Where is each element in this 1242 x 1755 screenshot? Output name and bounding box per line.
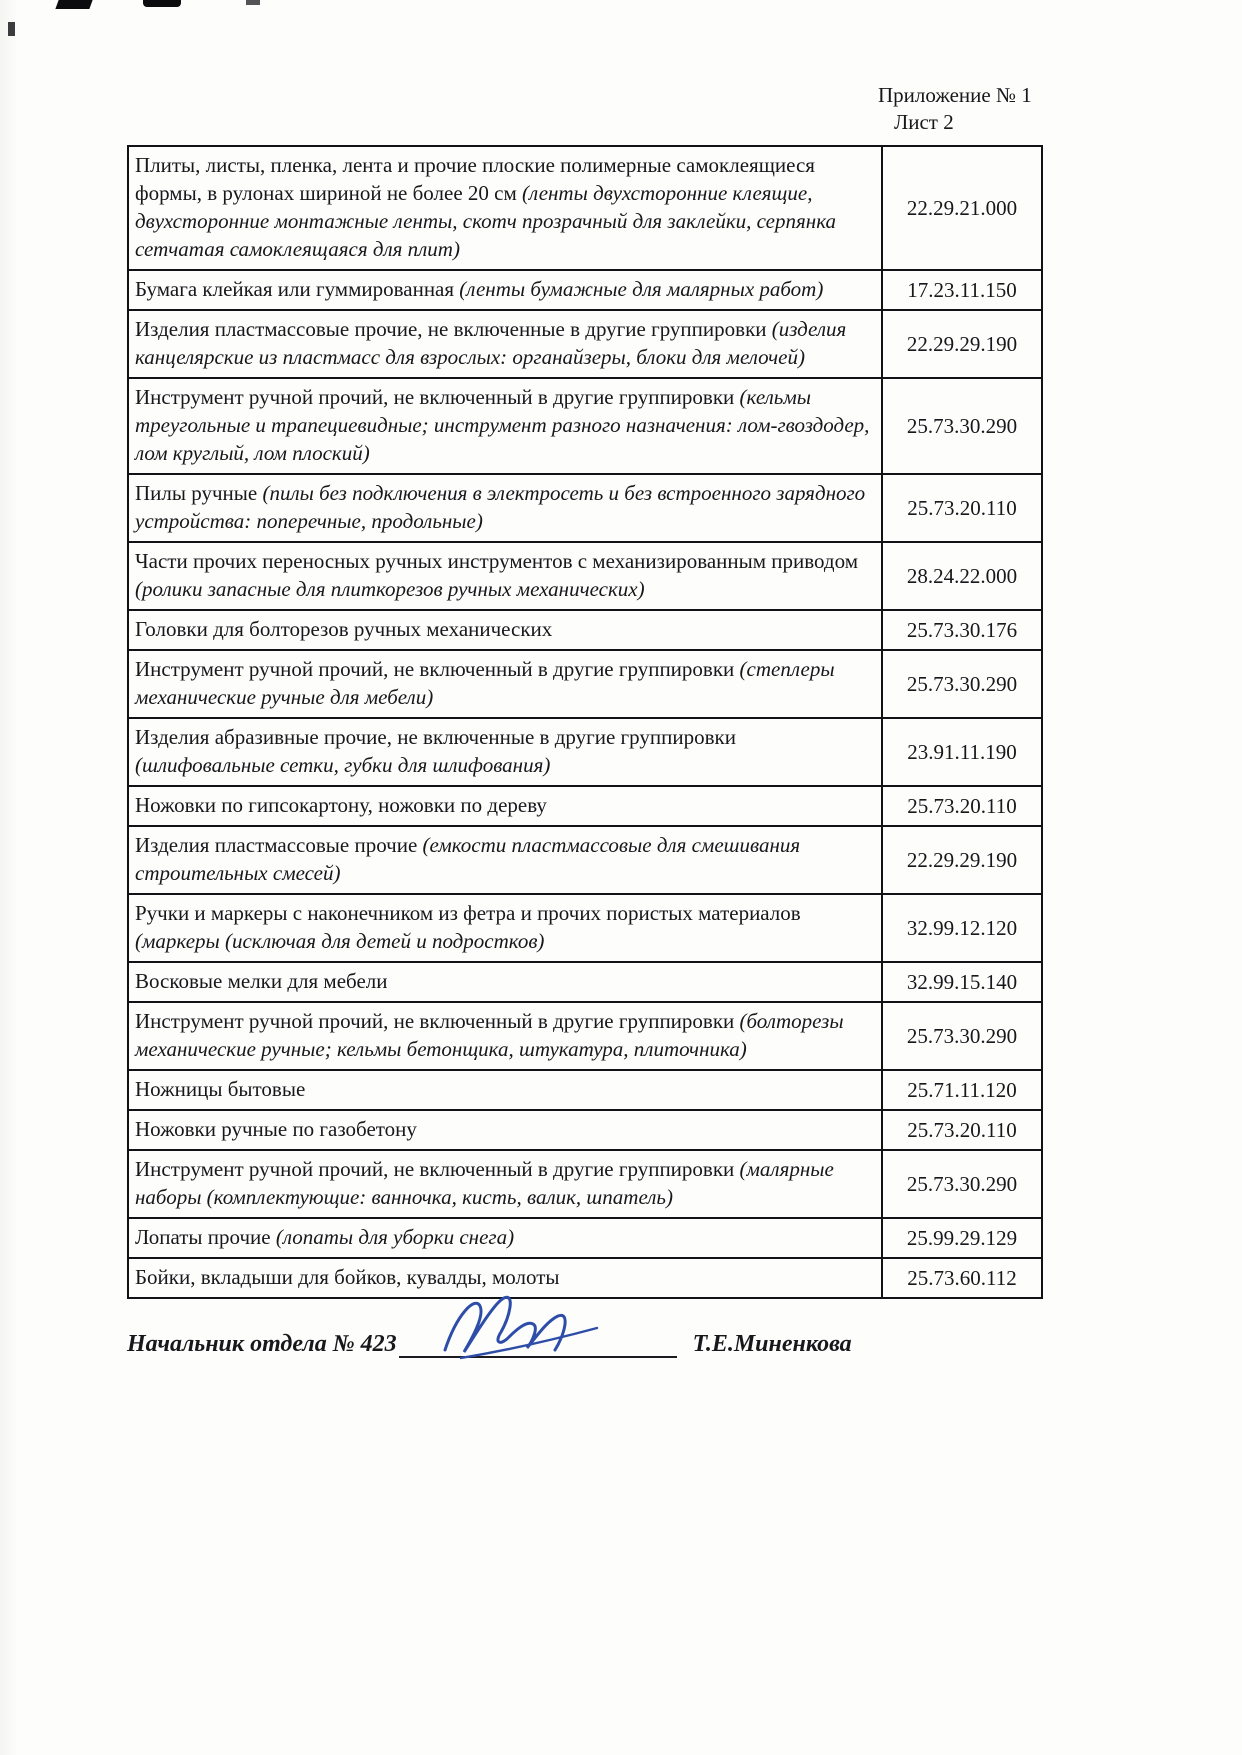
row-code: 25.73.20.110: [882, 474, 1042, 542]
signature-block: [127, 1322, 1107, 1358]
description-text: Бойки, вкладыши для бойков, кувалды, молоты: [135, 1265, 560, 1289]
row-code: 25.73.30.290: [882, 650, 1042, 718]
description-text: Ножницы бытовые: [135, 1077, 306, 1101]
row-description: [128, 962, 882, 1002]
description-text: Инструмент ручной прочий, не включенный в другие группировки: [135, 1009, 740, 1033]
row-code: 25.73.60.112: [882, 1258, 1042, 1298]
row-code: 17.23.11.150: [882, 270, 1042, 310]
row-code: 32.99.15.140: [882, 962, 1042, 1002]
description-note: (маркеры (исключая для детей и подростков): [135, 929, 545, 953]
description-text: Ножовки ручные по газобетону: [135, 1117, 417, 1141]
description-text: Части прочих переносных ручных инструментов с механизированным приводом: [135, 549, 858, 573]
description-text: Восковые мелки для мебели: [135, 969, 388, 993]
signature-line: [399, 1322, 677, 1358]
table-row: [128, 1150, 1042, 1218]
table-row: [128, 378, 1042, 474]
table-row: [128, 718, 1042, 786]
description-text: Изделия пластмассовые прочие: [135, 833, 423, 857]
table-row: [128, 146, 1042, 270]
description-note: (лопаты для уборки снега): [275, 1225, 515, 1249]
description-note: (емкости пластмассовые для смешивания строительных смесей): [135, 833, 801, 885]
row-description: [128, 786, 882, 826]
description-text: Плиты, листы, пленка, лента и прочие плоские полимерные самоклеящиеся формы, в рулонах шириной не более 20 см: [135, 153, 815, 205]
table-row: [128, 826, 1042, 894]
row-code: 25.73.30.290: [882, 1002, 1042, 1070]
description-note: (шлифовальные сетки, губки для шлифования): [135, 753, 551, 777]
row-code: 23.91.11.190: [882, 718, 1042, 786]
table-row: [128, 610, 1042, 650]
row-description: [128, 894, 882, 962]
row-description: [128, 1070, 882, 1110]
row-code: 25.71.11.120: [882, 1070, 1042, 1110]
row-description: [128, 474, 882, 542]
description-note: (ленты бумажные для малярных работ): [459, 277, 824, 301]
row-code: 25.73.30.290: [882, 1150, 1042, 1218]
description-text: Головки для болторезов ручных механических: [135, 617, 553, 641]
table-row: [128, 542, 1042, 610]
table-row: [128, 310, 1042, 378]
row-code: 22.29.29.190: [882, 310, 1042, 378]
appendix-label: Приложение № 1: [878, 83, 1032, 107]
description-text: Ножовки по гипсокартону, ножовки по дереву: [135, 793, 547, 817]
row-code: 25.99.29.129: [882, 1218, 1042, 1258]
description-note: (степлеры механические ручные для мебели): [135, 657, 835, 709]
description-note: (болторезы механические ручные; кельмы бетонщика, штукатура, плиточника): [135, 1009, 844, 1061]
row-code: 22.29.29.190: [882, 826, 1042, 894]
row-code: 28.24.22.000: [882, 542, 1042, 610]
row-description: [128, 826, 882, 894]
description-text: Изделия абразивные прочие, не включенные в другие группировки: [135, 725, 736, 749]
row-code: 22.29.21.000: [882, 146, 1042, 270]
description-text: Инструмент ручной прочий, не включенный в другие группировки: [135, 1157, 740, 1181]
row-code: 25.73.30.290: [882, 378, 1042, 474]
table-row: [128, 1218, 1042, 1258]
row-description: [128, 1002, 882, 1070]
row-code: 32.99.12.120: [882, 894, 1042, 962]
table-row: [128, 1110, 1042, 1150]
table-row: [128, 1070, 1042, 1110]
table-row: [128, 894, 1042, 962]
row-description: [128, 1218, 882, 1258]
row-description: [128, 310, 882, 378]
description-note: (малярные наборы (комплектующие: ванночка, кисть, валик, шпатель): [135, 1157, 834, 1209]
description-note: (изделия канцелярские из пластмасс для взрослых: органайзеры, блоки для мелочей): [135, 317, 847, 369]
description-text: Ручки и маркеры с наконечником из фетра и прочих пористых материалов: [135, 901, 801, 925]
row-description: [128, 542, 882, 610]
page-header: [878, 82, 1032, 136]
description-note: (кельмы треугольные и трапециевидные; инструмент разного назначения: лом-гвоздодер, лом круглый, лом плоский): [135, 385, 870, 465]
row-code: 25.73.20.110: [882, 1110, 1042, 1150]
row-description: [128, 270, 882, 310]
table-row: [128, 962, 1042, 1002]
sheet-label: Лист 2: [894, 110, 954, 134]
description-text: Инструмент ручной прочий, не включенный в другие группировки: [135, 385, 740, 409]
description-note: (пилы без подключения в электросеть и без встроенного зарядного устройства: поперечные, продольные): [135, 481, 866, 533]
description-text: Бумага клейкая или гуммированная: [135, 277, 460, 301]
table-row: [128, 474, 1042, 542]
classification-table: [127, 145, 1043, 1299]
row-description: [128, 610, 882, 650]
description-note: (ролики запасные для плиткорезов ручных механических): [135, 577, 645, 601]
row-code: 25.73.30.176: [882, 610, 1042, 650]
table-row: [128, 1002, 1042, 1070]
description-text: Лопаты прочие: [135, 1225, 276, 1249]
description-note: (ленты двухсторонние клеящие, двухсторонние монтажные ленты, скотч прозрачный для заклейки, серпянка сетчатая самоклеящаяся для плит): [135, 181, 836, 261]
table-row: [128, 650, 1042, 718]
scan-artifact: [8, 22, 15, 36]
table-row: [128, 270, 1042, 310]
row-description: [128, 718, 882, 786]
scan-artifact: [246, 0, 260, 5]
row-code: 25.73.20.110: [882, 786, 1042, 826]
description-text: Пилы ручные: [135, 481, 263, 505]
signer-position: Начальник отдела № 423: [127, 1331, 397, 1357]
row-description: [128, 650, 882, 718]
row-description: [128, 1150, 882, 1218]
table-row: [128, 786, 1042, 826]
description-text: Изделия пластмассовые прочие, не включенные в другие группировки: [135, 317, 772, 341]
scan-artifact: [55, 0, 92, 9]
row-description: [128, 146, 882, 270]
row-description: [128, 378, 882, 474]
row-description: [128, 1110, 882, 1150]
scan-artifact: [143, 0, 181, 7]
handwritten-signature-icon: [437, 1288, 617, 1372]
description-text: Инструмент ручной прочий, не включенный в другие группировки: [135, 657, 740, 681]
signer-name: Т.Е.Миненкова: [692, 1331, 852, 1357]
